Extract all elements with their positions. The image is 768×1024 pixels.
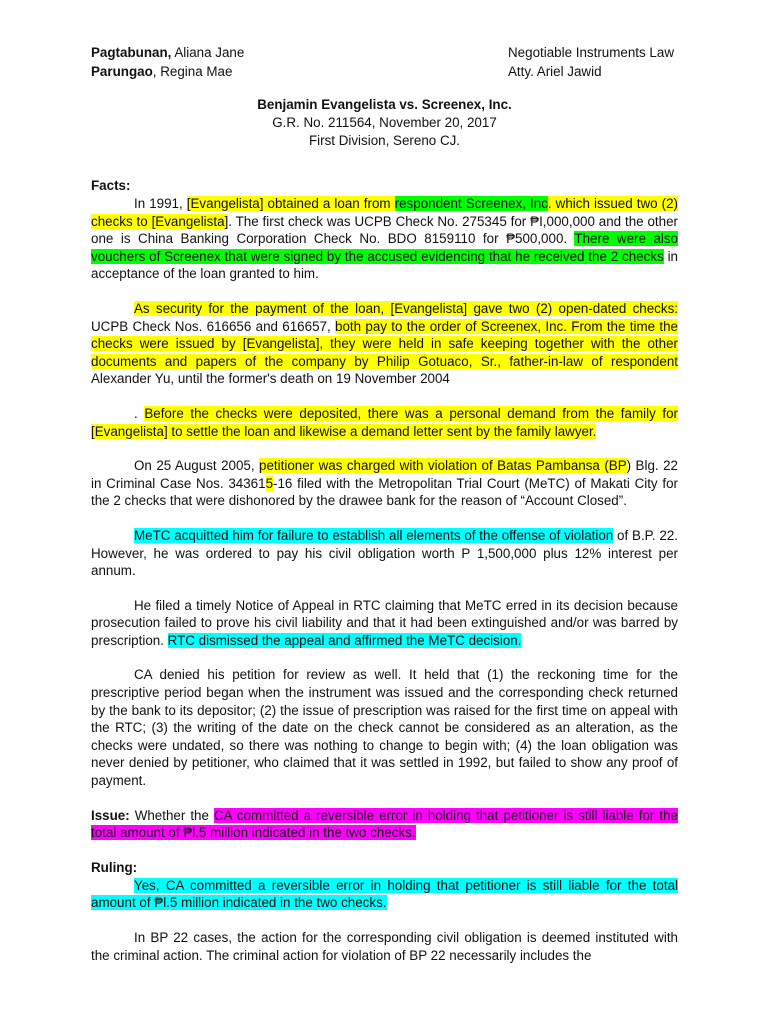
highlight-yellow: . which issued two (2) checks to [Evangelista] bbox=[91, 196, 678, 229]
case-division: First Division, Sereno CJ. bbox=[308, 133, 461, 148]
facts-heading: Facts: bbox=[91, 178, 131, 193]
text-run: UCPB Check Nos. 616656 and 616657, bbox=[91, 318, 336, 334]
author-1-first-name: Aliana Jane bbox=[171, 45, 245, 60]
text-run: -16 filed with the Metropolitan Trial Court (MeTC) of Makati City for the 2 checks that were dishonored by the drawee bank for the reason of “Account Closed”. bbox=[91, 475, 678, 509]
highlight-magenta: CA committed a reversible error in holding that petitioner is still liable for the total amount of ₱l.5 million indicated in the two checks. bbox=[91, 807, 678, 841]
issue-heading: Issue: bbox=[91, 807, 130, 823]
highlight-green: respondent Screenex, Inc bbox=[394, 196, 548, 211]
highlight-yellow: [Evangelista] obtained a loan from bbox=[186, 196, 395, 211]
header-row-2 bbox=[91, 62, 678, 81]
ruling-heading: Ruling: bbox=[91, 859, 138, 875]
highlight-yellow: Before the checks were deposited, there was a personal demand from the family for [Evangelista] to settle the loan and likewise a demand letter sent by the family lawyer. bbox=[91, 405, 678, 439]
facts-paragraph-3 bbox=[91, 405, 678, 440]
header-row-1 bbox=[91, 43, 678, 62]
facts-paragraph-2 bbox=[91, 300, 678, 388]
highlight-yellow: petitioner was charged with violation of Batas Pambansa (BP bbox=[259, 458, 627, 474]
text-run: Whether the bbox=[129, 807, 214, 823]
highlight-yellow: both pay to the order of Screenex, Inc. From the time the checks were issued by [Evangelista], they were held in safe keeping together with the other documents and papers of the company by Philip Gotuaco, Sr., father-in-law of respondent bbox=[91, 318, 678, 369]
ruling-paragraph-1 bbox=[91, 877, 678, 912]
text-run: He filed a timely Notice of Appeal in RTC claiming that MeTC erred in its decision because prosecution failed to prove his civil liability and that it had been extinguished and/or was barred by prescription. bbox=[91, 597, 678, 648]
text-run: in acceptance of the loan granted to him. bbox=[91, 248, 678, 282]
ruling-paragraph-2: In BP 22 cases, the action for the corresponding civil obligation is deemed instituted with the criminal action. The criminal action for violation of BP 22 necessarily includes the bbox=[91, 930, 678, 963]
text-run: . The first check was UCPB Check No. 275345 for ₱I,000,000 and the other one is China Banking Corporation Check No. BDO 8159110 for ₱500,000. bbox=[91, 213, 678, 247]
facts-paragraph-1 bbox=[91, 195, 678, 283]
case-title-block bbox=[91, 96, 678, 150]
author-2-first-name: , Regina Mae bbox=[152, 64, 233, 79]
text-run: ) Blg. 22 in Criminal Case Nos. 34361 bbox=[91, 458, 678, 491]
case-gr-number: G.R. No. 211564, November 20, 2017 bbox=[272, 115, 497, 130]
highlight-cyan: RTC dismissed the appeal and affirmed the MeTC decision. bbox=[167, 632, 522, 648]
highlight-cyan: Yes, CA committed a reversible error in holding that petitioner is still liable for the total amount of ₱l.5 million indicated in the two checks. bbox=[91, 877, 678, 911]
professor: Atty. Ariel Jawid bbox=[508, 64, 602, 79]
author-2-last-name: Parungao bbox=[91, 64, 153, 79]
facts-paragraph-7: CA denied his petition for review as well. It held that (1) the reckoning time for the prescriptive period began when the instrument was issued and the corresponding check returned by the bank to its depositor; (2) the issue of prescription was raised for the first time on appeal with the RTC; (3) the writing of the date on the check cannot be considered as an alteration, as the checks were undated, so there was nothing to change to begin with; (4) the loan obligation was never denied by petitioner, who claimed that it was settled in 1992, but failed to show any proof of payment. bbox=[91, 667, 678, 789]
facts-paragraph-5 bbox=[91, 527, 678, 580]
highlight-yellow: As security for the payment of the loan, [Evangelista] gave two (2) open-dated checks: bbox=[134, 300, 678, 316]
text-run: . bbox=[134, 405, 145, 421]
case-title: Benjamin Evangelista vs. Screenex, Inc. bbox=[257, 97, 512, 112]
text-run: In 1991, bbox=[134, 196, 187, 211]
author-2 bbox=[91, 62, 232, 81]
author-1 bbox=[91, 43, 244, 62]
highlight-yellow: 5 bbox=[265, 475, 274, 491]
facts-paragraph-6 bbox=[91, 597, 678, 650]
highlight-cyan: MeTC acquitted him for failure to establish all elements of the offense of violation bbox=[134, 527, 614, 543]
issue-paragraph bbox=[91, 807, 678, 842]
author-1-last-name: Pagtabunan, bbox=[91, 45, 172, 60]
highlight-green: There were also vouchers of Screenex that were signed by the accused evidencing that he received the 2 checks bbox=[91, 231, 679, 264]
text-run: of B.P. 22. However, he was ordered to pay his civil obligation worth P 1,500,000 plus 12% interest per annum. bbox=[91, 527, 678, 579]
text-run: Alexander Yu, until the former's death on 19 November 2004 bbox=[91, 371, 450, 387]
subject: Negotiable Instruments Law bbox=[508, 45, 674, 60]
facts-paragraph-4 bbox=[91, 457, 678, 510]
text-run: On 25 August 2005, bbox=[134, 458, 260, 474]
